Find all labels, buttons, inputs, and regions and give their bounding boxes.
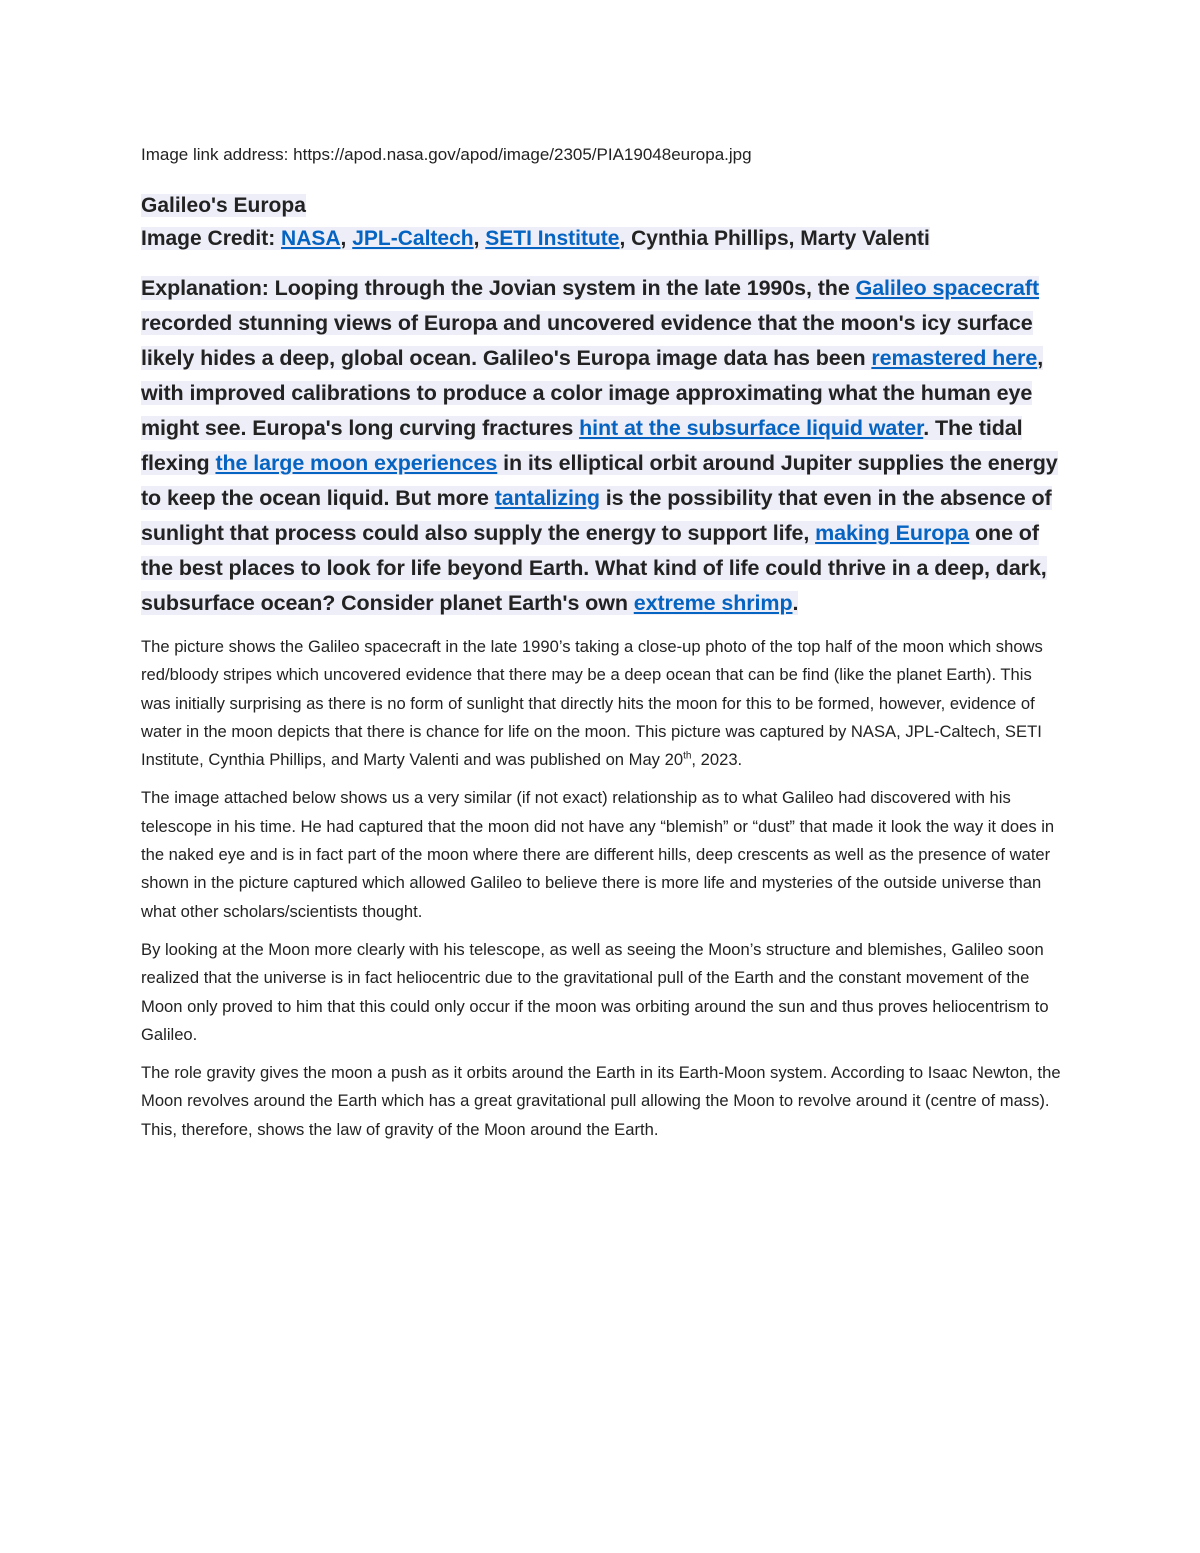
image-credit [141,222,1061,255]
explanation-text: . The tidal flexing [141,416,1023,475]
credit-link-seti-institute[interactable]: SETI Institute [485,227,620,250]
paragraph-2: The image attached below shows us a very similar (if not exact) relationship as to what Galileo had discovered with his telescope in his time. He had captured that the moon did not have any “blemish” or “dust” that made it look the way it does in the naked eye and is in fact part of the moon where there are different hills, deep crescents as well as the presence of water shown in the picture captured which allowed Galileo to believe there is more life and mysteries of the outside universe than what other scholars/scientists thought. [141,788,1055,921]
link-extreme-shrimp[interactable]: extreme shrimp [633,591,793,615]
credit-sep: , [340,227,353,250]
explanation-text: in its elliptical orbit around Jupiter supplies the energy to keep the ocean liquid. But more [141,451,1058,510]
image-link-label: Image link address: [141,145,294,164]
credit-sep: , [473,227,486,250]
explanation-paragraph [141,271,1061,621]
explanation-text: is the possibility that even in the absence of sunlight that process could also supply the energy to support life, [141,486,1052,545]
apod-header [141,189,1061,255]
link-large-moon-experiences[interactable]: the large moon experiences [215,451,498,475]
link-remastered-here[interactable]: remastered here [871,346,1038,370]
link-tantalizing[interactable]: tantalizing [494,486,600,510]
image-link-line [141,143,1061,167]
link-hint-subsurface-water[interactable]: hint at the subsurface liquid water [579,416,924,440]
explanation-text: one of the best places to look for life beyond Earth. What kind of life could thrive in a deep, dark, subsurface ocean? Consider planet Earth's own [141,521,1047,615]
paragraph-1 [141,633,1061,774]
paragraph-1-end: , 2023. [691,750,743,770]
credit-link-nasa[interactable]: NASA [281,227,341,250]
credit-label: Image Credit: [141,227,282,250]
document-body [141,143,1061,1154]
link-making-europa[interactable]: making Europa [815,521,970,545]
ordinal-suffix: th [683,750,692,762]
link-galileo-spacecraft[interactable]: Galileo spacecraft [855,276,1040,300]
paragraph-3: By looking at the Moon more clearly with his telescope, as well as seeing the Moon’s structure and blemishes, Galileo soon realized that the universe is in fact heliocentric due to the gravitational pull of the Earth and the constant movement of the Moon only proved to him that this could only occur if the moon was orbiting around the sun and thus proves heliocentrism to Galileo. [141,939,1049,1044]
explanation-text: . [792,591,799,615]
credit-rest: , Cynthia Phillips, Marty Valenti [619,227,930,250]
image-link-url: https://apod.nasa.gov/apod/image/2305/PIA19048europa.jpg [293,145,752,164]
paragraph-4: The role gravity gives the moon a push as it orbits around the Earth in its Earth-Moon system. According to Isaac Newton, the Moon revolves around the Earth which has a great gravitational pull allowing the Moon to revolve around it (centre of mass). This, therefore, shows the law of gravity of the Moon around the Earth. [141,1063,1061,1139]
title-text: Galileo's Europa [141,194,306,217]
apod-title [141,189,1061,222]
explanation-text: Explanation: Looping through the Jovian system in the late 1990s, the [141,276,856,300]
explanation-text: recorded stunning views of Europa and uncovered evidence that the moon's icy surface likely hides a deep, global ocean. Galileo's Europa image data has been [141,311,1033,370]
credit-link-jpl-caltech[interactable]: JPL-Caltech [352,227,474,250]
explanation-text: , with improved calibrations to produce a color image approximating what the human eye might see. Europa's long curving fractures [141,346,1044,440]
paragraph-1-text: The picture shows the Galileo spacecraft in the late 1990’s taking a close-up photo of the top half of the moon which shows red/bloody stripes which uncovered evidence that there may be a deep ocean that can be find (like the planet Earth). This was initially surprising as there is no form of sunlight that directly hits the moon for this to be formed, however, evidence of water in the moon depicts that there is chance for life on the moon. This picture was captured by NASA, JPL-Caltech, SETI Institute, Cynthia Phillips, and Marty Valenti and was published on May 20 [141,637,1043,770]
